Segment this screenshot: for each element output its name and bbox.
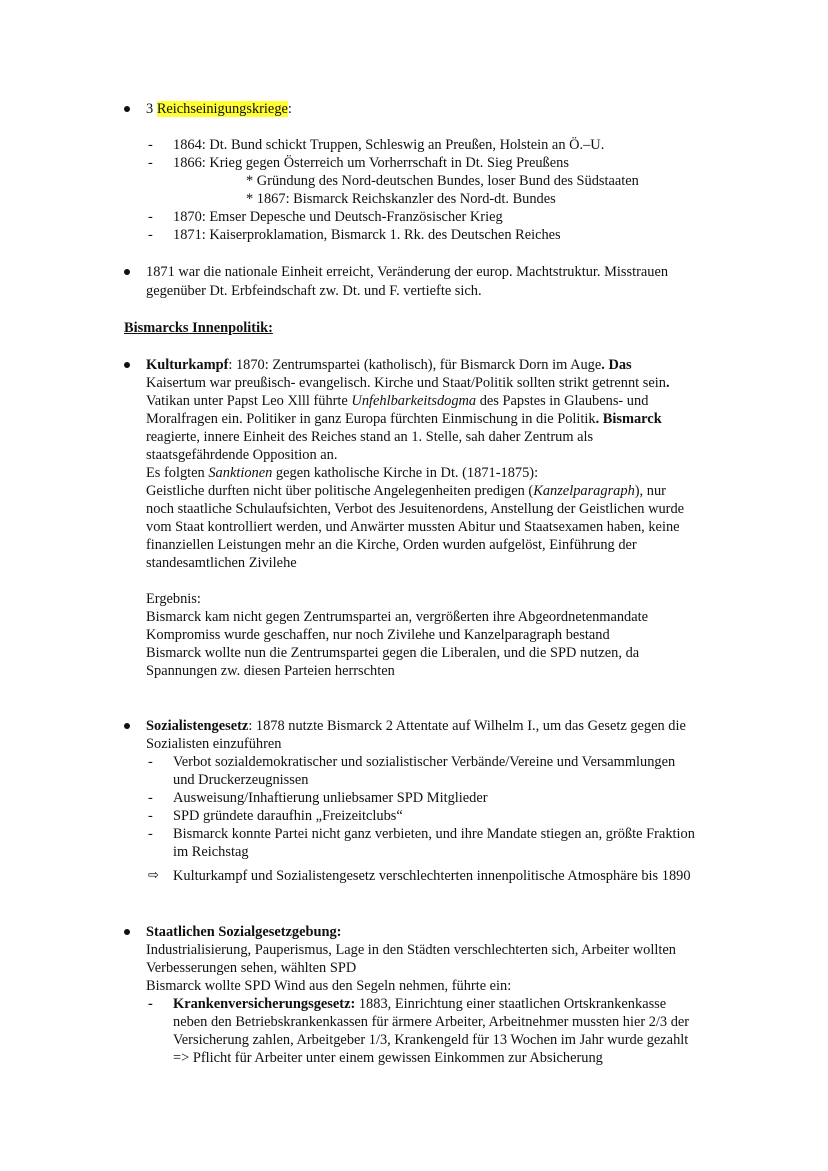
kv-line: Versicherung zahlen, Arbeitgeber 1/3, Krankengeld für 13 Wochen im Jahr wurde gezahlt	[173, 1032, 689, 1048]
kulturkampf-line-4: Moralfragen ein. Politiker in ganz Europa fürchten Einmischung in die Politik. Bismarck	[146, 411, 662, 427]
section-heading: Bismarcks Innenpolitik:	[124, 320, 273, 336]
result-label: Ergebnis:	[146, 591, 201, 607]
list-item: Bismarck konnte Partei nicht ganz verbieten, und ihre Mandate stiegen an, größte Fraktion	[173, 826, 695, 842]
kulturkampf-line-3: Vatikan unter Papst Leo Xlll führte Unfehlbarkeitsdogma des Papstes in Glaubens- und	[146, 393, 649, 409]
sozialisten-line-1: Sozialistengesetz: 1878 nutzte Bismarck 2 Attentate auf Wilhelm I., um das Gesetz gegen die	[146, 718, 686, 734]
list-item: Ausweisung/Inhaftierung unliebsamer SPD Mitglieder	[173, 790, 488, 806]
list-item: 1870: Emser Depesche und Deutsch-Französischer Krieg	[173, 209, 503, 225]
list-item: Verbot sozialdemokratischer und sozialistischer Verbände/Vereine und Versammlungen	[173, 754, 676, 770]
paragraph-line: Verbesserungen sehen, wählten SPD	[146, 960, 357, 976]
result-line: Spannungen zw. diesen Parteien herrschten	[146, 663, 395, 679]
result-line: Bismarck kam nicht gegen Zentrumspartei an, vergrößerten ihre Abgeordnetenmandate	[146, 609, 649, 625]
list-item: SPD gründete daraufhin „Freizeitclubs“	[173, 808, 403, 824]
sozialisten-line-2: Sozialisten einzuführen	[146, 736, 282, 752]
list-item: 1871: Kaiserproklamation, Bismarck 1. Rk. des Deutschen Reiches	[173, 227, 561, 243]
paragraph-line: Industrialisierung, Pauperismus, Lage in den Städten verschlechterten sich, Arbeiter wollten	[146, 942, 676, 958]
kv-line: => Pflicht für Arbeiter unter einem gewissen Einkommen zur Absicherung	[173, 1050, 603, 1066]
list-item: 1864: Dt. Bund schickt Truppen, Schleswig an Preußen, Holstein an Ö.–U.	[173, 137, 605, 153]
bullet-icon	[124, 106, 130, 112]
list-item: und Druckerzeugnissen	[173, 772, 309, 788]
list-item: im Reichstag	[173, 844, 249, 860]
paragraph-line: gegenüber Dt. Erbfeindschaft zw. Dt. und F. vertiefte sich.	[146, 283, 482, 299]
result-line: Kompromiss wurde geschaffen, nur noch Zivilehe und Kanzelparagraph bestand	[146, 627, 610, 643]
kulturkampf-line-8: Geistliche durften nicht über politische Angelegenheiten predigen (Kanzelparagraph), nur	[146, 483, 666, 499]
kulturkampf-line-5: reagierte, innere Einheit des Reiches stand an 1. Stelle, sah daher Zentrum als	[146, 429, 594, 445]
sozialgesetz-title: Staatlichen Sozialgesetzgebung:	[146, 924, 342, 940]
paragraph-line: 1871 war die nationale Einheit erreicht, Veränderung der europ. Machtstruktur. Misstrauen	[146, 264, 669, 280]
sub-item: * 1867: Bismarck Reichskanzler des Nord-dt. Bundes	[246, 191, 556, 207]
kulturkampf-line-2: Kaisertum war preußisch- evangelisch. Kirche und Staat/Politik sollten strikt getrennt sein.	[146, 375, 670, 391]
dash-marker: -	[148, 754, 153, 770]
kulturkampf-line-6: staatsgefährdende Opposition an.	[146, 447, 338, 463]
kulturkampf-line-7: Es folgten Sanktionen gegen katholische Kirche in Dt. (1871-1875):	[146, 465, 539, 481]
sub-item: * Gründung des Nord-deutschen Bundes, loser Bund des Südstaaten	[246, 173, 639, 189]
dash-marker: -	[148, 137, 153, 153]
wars-intro: 3 Reichseinigungskriege:	[146, 101, 292, 117]
kulturkampf-line-12: standesamtlichen Zivilehe	[146, 555, 297, 571]
kulturkampf-line-10: vom Staat kontrolliert werden, und Anwärter mussten Abitur und Staatsexamen haben, keine	[146, 519, 680, 535]
dash-marker: -	[148, 996, 153, 1012]
kv-line: neben den Betriebskrankenkassen für ärmere Arbeiter, Arbeitnehmer mussten hier 2/3 der	[173, 1014, 690, 1030]
bullet-icon	[124, 723, 130, 729]
dash-marker: -	[148, 790, 153, 806]
bullet-icon	[124, 929, 130, 935]
kulturkampf-line-11: finanziellen Leistungen mehr an die Kirche, Orden wurden aufgelöst, Einführung der	[146, 537, 637, 553]
kulturkampf-line-9: noch staatliche Schulaufsichten, Verbot des Jesuitenordens, Anstellung der Geistlichen wurde	[146, 501, 685, 517]
conclusion-line: Kulturkampf und Sozialistengesetz verschlechterten innenpolitische Atmosphäre bis 1890	[173, 868, 691, 884]
dash-marker: -	[148, 209, 153, 225]
kv-line-1: Krankenversicherungsgesetz: 1883, Einrichtung einer staatlichen Ortskrankenkasse	[173, 996, 667, 1012]
paragraph-line: Bismarck wollte SPD Wind aus den Segeln nehmen, führte ein:	[146, 978, 512, 994]
dash-marker: -	[148, 227, 153, 243]
dash-marker: -	[148, 155, 153, 171]
result-line: Bismarck wollte nun die Zentrumspartei gegen die Liberalen, und die SPD nutzen, da	[146, 645, 640, 661]
kulturkampf-line-1: Kulturkampf: 1870: Zentrumspartei (katholisch), für Bismarck Dorn im Auge. Das	[146, 357, 632, 373]
arrow-right-icon: ⇨	[148, 868, 159, 883]
list-item: 1866: Krieg gegen Österreich um Vorherrschaft in Dt. Sieg Preußens	[173, 155, 569, 171]
bullet-icon	[124, 362, 130, 368]
bullet-icon	[124, 269, 130, 275]
dash-marker: -	[148, 808, 153, 824]
highlighted-term: Reichseinigungskriege	[156, 101, 288, 117]
dash-marker: -	[148, 826, 153, 842]
